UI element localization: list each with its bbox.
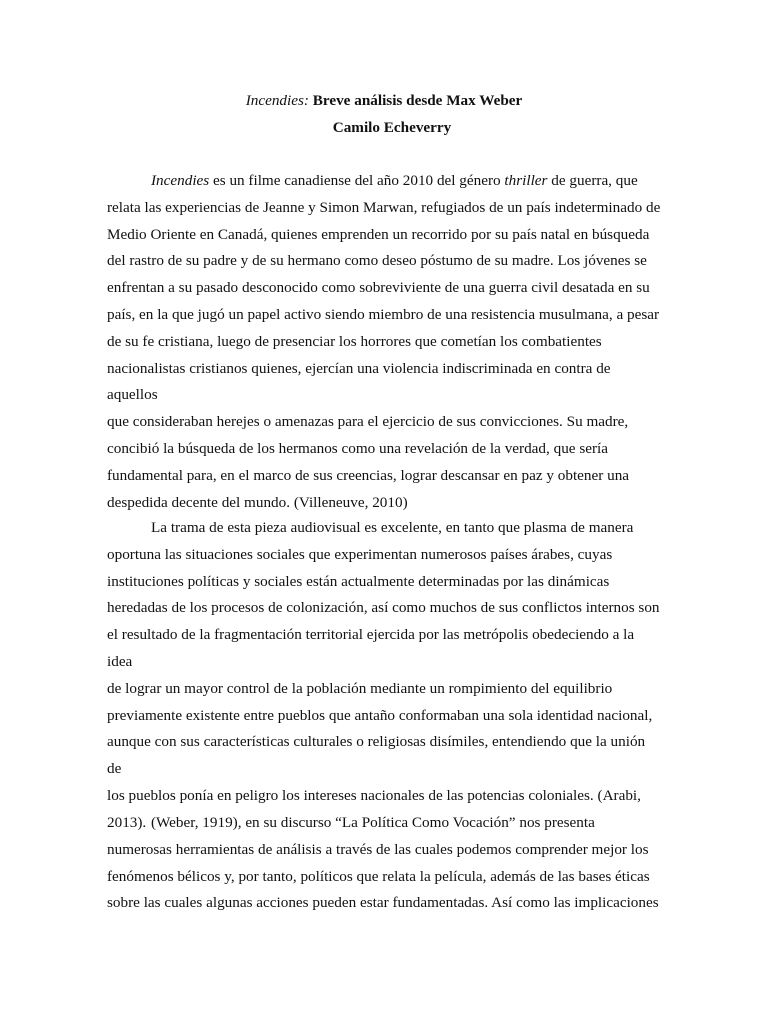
text-line <box>107 195 662 222</box>
document-title <box>0 90 768 112</box>
text-run: fundamental para, en el marco de sus creencias, lograr descansar en paz y obtener una <box>107 466 630 484</box>
text-run: de su fe cristiana, luego de presenciar los horrores que cometían los combatientes <box>107 332 602 350</box>
text-run: sobre las cuales algunas acciones pueden estar fundamentadas. Así como las implicaciones <box>107 894 659 912</box>
text-run: 2013). <box>107 813 147 831</box>
text-run: heredadas de los procesos de colonización, así como muchos de sus conflictos internos son <box>107 599 660 617</box>
text-line <box>107 569 662 596</box>
text-line <box>107 275 662 302</box>
text-run: previamente existente entre pueblos que antaño conformaban una sola identidad nacional, <box>107 706 653 724</box>
text-line <box>107 329 662 356</box>
text-run: despedida decente del mundo. (Villeneuve, 2010) <box>107 493 408 511</box>
text-line <box>107 542 662 569</box>
author-name: Camilo Echeverry <box>332 119 452 136</box>
text-run: país, en la que jugó un papel activo siendo miembro de una resistencia musulmana, a pesar <box>107 305 660 323</box>
paragraph-1 <box>107 168 662 516</box>
text-line <box>107 248 662 275</box>
text-run: enfrentan a su pasado desconocido como sobreviviente de una guerra civil desatada en su <box>107 279 650 297</box>
text-run: numerosas herramientas de análisis a través de las cuales podemos comprender mejor los <box>107 840 649 858</box>
italic-text: Incendies <box>151 172 210 189</box>
text-line <box>107 703 662 730</box>
title-italic-part: Incendies: <box>245 92 309 109</box>
text-run: de guerra, que <box>547 172 638 189</box>
text-run: es un filme canadiense del año 2010 del género <box>209 172 505 189</box>
text-line <box>107 409 662 436</box>
text-line <box>107 490 662 517</box>
text-run: que consideraban herejes o amenazas para el ejercicio de sus convicciones. Su madre, <box>107 413 629 431</box>
text-run: del rastro de su padre y de su hermano como deseo póstumo de su madre. Los jóvenes se <box>107 252 647 270</box>
text-line <box>107 837 662 864</box>
text-run: instituciones políticas y sociales están actualmente determinadas por las dinámicas <box>107 572 610 590</box>
text-line <box>107 729 662 783</box>
text-line <box>107 168 662 195</box>
text-line <box>107 515 662 542</box>
paragraph-3 <box>107 810 662 917</box>
text-run: aunque con sus características culturales o religiosas disímiles, entendiendo que la unión de <box>107 733 646 778</box>
text-line <box>107 436 662 463</box>
text-line <box>107 676 662 703</box>
paragraph-2 <box>107 515 662 837</box>
text-run: (Weber, 1919), en su discurso “La Política Como Vocación” nos presenta <box>151 814 595 831</box>
text-line <box>107 622 662 676</box>
text-run: Medio Oriente en Canadá, quienes emprenden un recorrido por su país natal en búsqueda <box>107 225 650 243</box>
text-run: nacionalistas cristianos quienes, ejercían una violencia indiscriminada en contra de aquellos <box>107 359 611 404</box>
text-run: oportuna las situaciones sociales que experimentan numerosos países árabes, cuyas <box>107 545 613 563</box>
text-line <box>107 890 662 917</box>
text-line <box>107 810 662 837</box>
text-line <box>107 463 662 490</box>
text-line <box>107 302 662 329</box>
text-run: La trama de esta pieza audiovisual es excelente, en tanto que plasma de manera <box>151 519 634 536</box>
text-run: los pueblos ponía en peligro los intereses nacionales de las potencias coloniales. (Arabi, <box>107 786 641 804</box>
text-run: el resultado de la fragmentación territorial ejercida por las metrópolis obedeciendo a la idea <box>107 626 635 670</box>
title-rest: Breve análisis desde Max Weber <box>308 92 523 109</box>
text-line <box>107 783 662 810</box>
text-line <box>107 222 662 249</box>
text-line <box>107 356 662 410</box>
text-run: concibió la búsqueda de los hermanos como una revelación de la verdad, que sería <box>107 439 609 457</box>
text-run: de lograr un mayor control de la población mediante un rompimiento del equilibrio <box>107 679 613 697</box>
italic-text: thriller <box>504 172 548 189</box>
text-run: fenómenos bélicos y, por tanto, políticos que relata la película, además de las bases éticas <box>107 867 650 885</box>
text-run: relata las experiencias de Jeanne y Simon Marwan, refugiados de un país indeterminado de <box>107 198 661 216</box>
text-line <box>107 595 662 622</box>
text-line <box>107 864 662 891</box>
